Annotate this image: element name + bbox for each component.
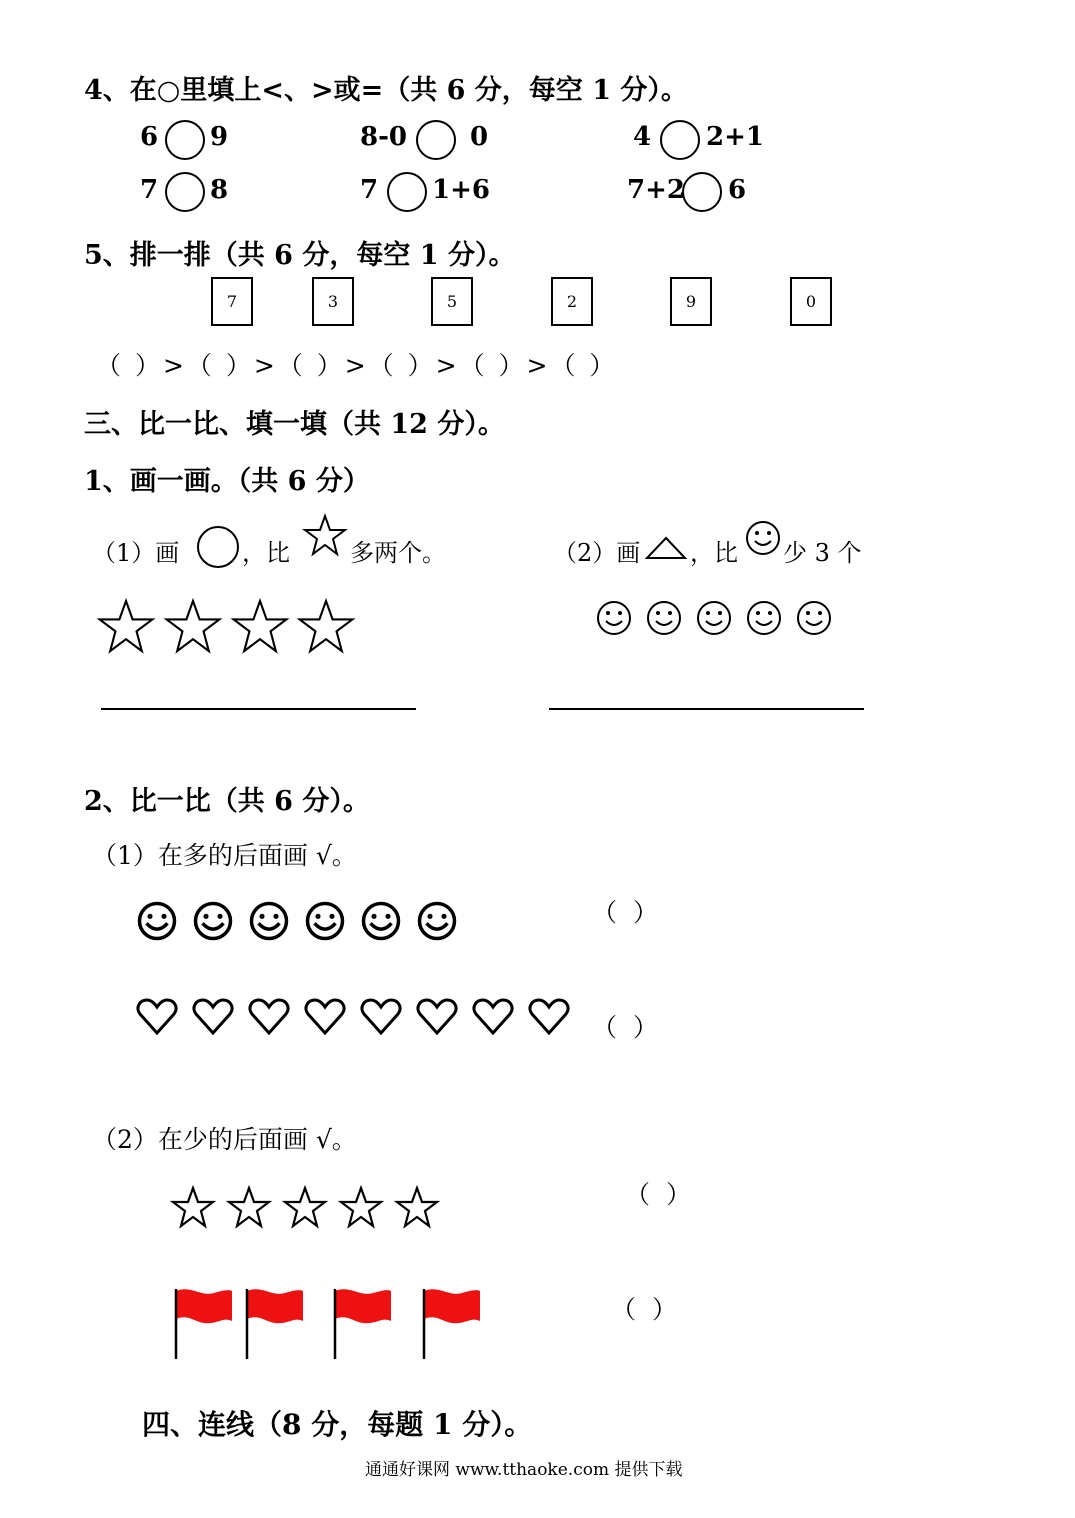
compare-part2-label: （2）在少的后面画 √。	[92, 1125, 357, 1154]
star-icon	[339, 1186, 383, 1228]
number-card: 7	[211, 277, 253, 326]
smiley-icon	[746, 600, 782, 636]
footer-text: 通通好课网 www.tthaoke.com 提供下载	[365, 1460, 683, 1480]
answer-circle[interactable]	[165, 172, 205, 212]
order-answer-row[interactable]: （ ）>（ ）>（ ）>（ ）>（ ）>（ ）	[96, 351, 618, 380]
check-paren[interactable]: （ ）	[592, 898, 662, 927]
heart-icon	[416, 998, 458, 1036]
q4-right: 0	[470, 122, 489, 152]
star-icon	[283, 1186, 327, 1228]
compare-title: 2、比一比（共 6 分）。	[84, 786, 370, 817]
flag-icon	[420, 1285, 482, 1361]
check-paren[interactable]: （ ）	[611, 1295, 681, 1324]
draw-part1-label: （1）画	[92, 539, 180, 567]
star-icon	[227, 1186, 271, 1228]
q4-title: 4、在○里填上<、>或=（共 6 分，每空 1 分）。	[84, 75, 688, 106]
heart-icon	[136, 998, 178, 1036]
answer-line[interactable]	[549, 708, 864, 710]
triangle-icon	[645, 536, 687, 560]
q4-left: 6	[140, 122, 159, 152]
star-icon	[297, 598, 355, 654]
heart-icon	[248, 998, 290, 1036]
draw-part1-mid: ，比	[242, 539, 290, 567]
smiley-icon	[796, 600, 832, 636]
heart-icon	[192, 998, 234, 1036]
q4-left: 7+2	[627, 175, 685, 205]
q4-left: 4	[633, 122, 652, 152]
answer-circle[interactable]	[416, 120, 456, 160]
heart-icon	[472, 998, 514, 1036]
draw-part2-tail: 少 3 个	[783, 539, 862, 567]
smiley-icon	[360, 900, 402, 942]
check-paren[interactable]: （ ）	[592, 1013, 662, 1042]
smiley-icon	[304, 900, 346, 942]
section4-title: 四、连线（8 分，每题 1 分）。	[142, 1408, 533, 1441]
q4-left: 7	[360, 175, 379, 205]
check-paren[interactable]: （ ）	[625, 1180, 695, 1209]
number-card: 9	[670, 277, 712, 326]
answer-circle[interactable]	[660, 120, 700, 160]
smiley-icon	[646, 600, 682, 636]
draw-part2-label: （2）画	[553, 539, 641, 567]
q4-right: 6	[728, 175, 747, 205]
flag-icon	[331, 1285, 393, 1361]
heart-icon	[304, 998, 346, 1036]
compare-part1-label: （1）在多的后面画 √。	[92, 841, 357, 870]
q4-right: 2+1	[706, 122, 764, 152]
smiley-icon	[416, 900, 458, 942]
q4-right: 9	[210, 122, 229, 152]
section3-title: 三、比一比、填一填（共 12 分）。	[84, 409, 505, 440]
star-icon	[171, 1186, 215, 1228]
q4-left: 7	[140, 175, 159, 205]
star-icon	[97, 598, 155, 654]
heart-icon	[360, 998, 402, 1036]
answer-line[interactable]	[101, 708, 416, 710]
number-card: 3	[312, 277, 354, 326]
q4-right: 1+6	[432, 175, 490, 205]
smiley-icon	[136, 900, 178, 942]
answer-circle[interactable]	[682, 172, 722, 212]
flag-icon	[243, 1285, 305, 1361]
circle-icon	[197, 526, 239, 568]
number-card: 0	[790, 277, 832, 326]
star-icon	[303, 514, 347, 556]
smiley-icon	[192, 900, 234, 942]
q4-left: 8-0	[360, 122, 407, 152]
number-card: 2	[551, 277, 593, 326]
star-icon	[395, 1186, 439, 1228]
number-card: 5	[431, 277, 473, 326]
answer-circle[interactable]	[387, 172, 427, 212]
draw-part2-mid: ，比	[690, 539, 738, 567]
smiley-icon	[596, 600, 632, 636]
star-icon	[164, 598, 222, 654]
smiley-icon	[248, 900, 290, 942]
smiley-icon	[696, 600, 732, 636]
heart-icon	[528, 998, 570, 1036]
draw-part1-tail: 多两个。	[350, 539, 446, 567]
q5-title: 5、排一排（共 6 分，每空 1 分）。	[84, 240, 516, 271]
flag-icon	[172, 1285, 234, 1361]
star-icon	[231, 598, 289, 654]
smiley-icon	[745, 520, 781, 556]
q4-right: 8	[210, 175, 229, 205]
draw-title: 1、画一画。（共 6 分）	[84, 466, 370, 497]
answer-circle[interactable]	[165, 120, 205, 160]
